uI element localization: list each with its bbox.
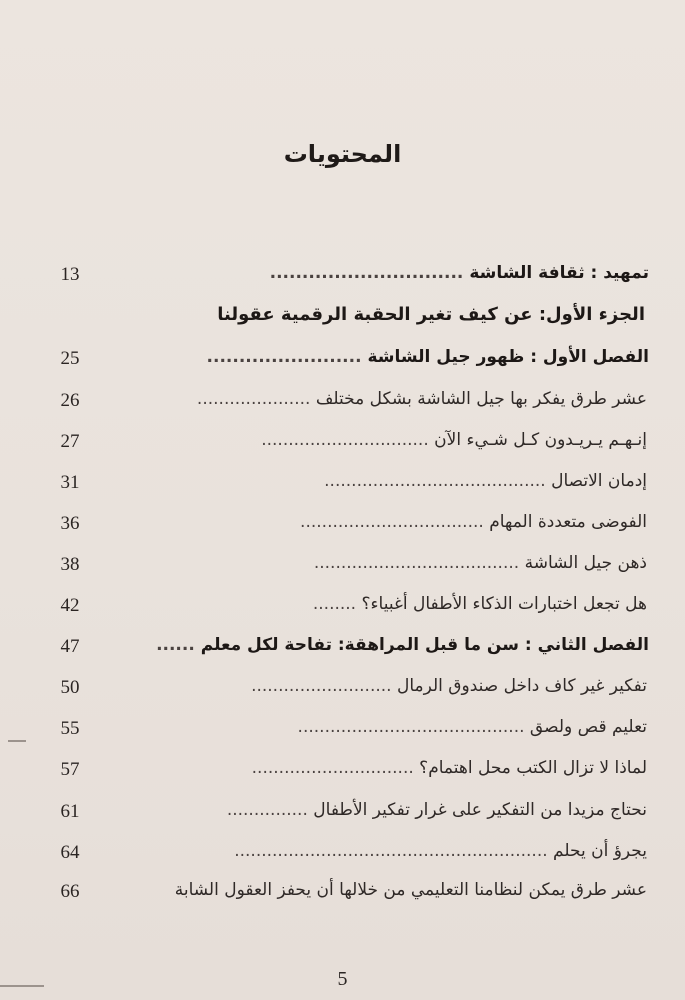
- toc-page-number: 64: [60, 842, 80, 863]
- toc-entry: [118, 751, 647, 785]
- toc-leader-dots: .....................: [196, 389, 311, 409]
- toc-page-number: 61: [60, 801, 80, 822]
- toc-page-number: 55: [60, 718, 80, 739]
- page-title: المحتويات: [283, 140, 402, 168]
- toc-entry: [118, 546, 647, 580]
- toc-entry: [118, 382, 647, 416]
- toc-chapter-heading: [118, 340, 649, 374]
- toc-leader-dots: ......: [156, 635, 195, 655]
- toc-leader-dots: ..........................................: [297, 717, 525, 737]
- toc-row-chapter-two: [0, 628, 685, 662]
- toc-row: [0, 834, 685, 868]
- page-number: 5: [337, 968, 348, 990]
- toc-leader-dots: ...............: [226, 800, 308, 820]
- toc-row: [0, 793, 685, 827]
- toc-row: [0, 587, 685, 621]
- toc-entry: [118, 669, 647, 703]
- toc-entry-label: عشر طرق يمكن لنظامنا التعليمي من خلالها أن يحفز العقول الشابة: [174, 880, 647, 900]
- toc-entry-label: الفصل الثاني : سن ما قبل المراهقة: تفاحة لكل معلم: [200, 635, 649, 655]
- toc-entry: [118, 505, 647, 539]
- toc-page-number: 31: [60, 472, 80, 493]
- toc-row: [0, 710, 685, 744]
- toc-entry: [118, 464, 647, 498]
- toc-entry-label: الفوضى متعددة المهام: [489, 512, 647, 532]
- toc-row: [0, 751, 685, 785]
- toc-entry: [118, 793, 647, 827]
- toc-entry: [118, 256, 649, 290]
- toc-page-number: 38: [60, 554, 80, 575]
- toc-page-number: 57: [60, 759, 80, 780]
- toc-entry: [118, 710, 647, 744]
- toc-page-number: 42: [60, 595, 80, 616]
- toc-entry: [118, 873, 647, 907]
- toc-page-number: 50: [60, 677, 80, 698]
- toc-leader-dots: ...............................: [261, 430, 429, 450]
- toc-leader-dots: ........: [312, 594, 357, 614]
- toc-entry-label: تمهيد : ثقافة الشاشة: [469, 263, 649, 283]
- toc-page-number: 13: [60, 264, 80, 285]
- toc-chapter-heading: [118, 628, 649, 662]
- toc-part-heading: [118, 298, 645, 332]
- toc-entry-label: الجزء الأول: عن كيف تغير الحقبة الرقمية عقولنا: [217, 304, 645, 325]
- toc-row-chapter-one: [0, 340, 685, 374]
- toc-row: [0, 669, 685, 703]
- toc-row: [0, 873, 685, 907]
- toc-row: [0, 382, 685, 416]
- toc-entry-label: لماذا لا تزال الكتب محل اهتمام؟: [419, 758, 647, 778]
- toc-entry: [118, 587, 647, 621]
- toc-row-part-one: [0, 298, 685, 332]
- toc-entry-label: إنـهـم يـريـدون كـل شـيء الآن: [434, 430, 647, 450]
- toc-page-number: 27: [60, 431, 80, 452]
- toc-entry-label: تفكير غير كاف داخل صندوق الرمال: [396, 676, 647, 696]
- toc-entry-label: هل تجعل اختبارات الذكاء الأطفال أغبياء؟: [361, 594, 647, 614]
- toc-leader-dots: ........................: [206, 347, 362, 367]
- toc-page-number: 47: [60, 636, 80, 657]
- toc-entry: [118, 834, 647, 868]
- toc-entry-label: عشر طرق يفكر بها جيل الشاشة بشكل مختلف: [315, 389, 647, 409]
- toc-row: [0, 423, 685, 457]
- toc-page-number: 26: [60, 390, 80, 411]
- toc-leader-dots: ..............................: [269, 263, 464, 283]
- margin-mark: [8, 740, 26, 742]
- toc-entry-label: الفصل الأول : ظهور جيل الشاشة: [367, 347, 649, 367]
- toc-entry-label: ذهن جيل الشاشة: [524, 553, 647, 573]
- toc-page-number: 25: [60, 348, 80, 369]
- toc-leader-dots: ..........................: [251, 676, 392, 696]
- toc-page-number: 66: [60, 881, 80, 902]
- toc-leader-dots: .........................................: [324, 471, 546, 491]
- toc-leader-dots: ..........................................................: [234, 841, 548, 861]
- toc-entry-label: يجرؤ أن يحلم: [553, 841, 647, 861]
- toc-row: [0, 505, 685, 539]
- toc-row: [0, 546, 685, 580]
- toc-entry-label: نحتاج مزيدا من التفكير على غرار تفكير الأطفال: [313, 800, 647, 820]
- toc-leader-dots: ..................................: [300, 512, 484, 532]
- toc-entry: [118, 423, 647, 457]
- toc-entry-label: إدمان الاتصال: [551, 471, 647, 491]
- toc-row-intro: [0, 256, 685, 290]
- toc-leader-dots: ......................................: [313, 553, 520, 573]
- toc-row: [0, 464, 685, 498]
- toc-page-number: 36: [60, 513, 80, 534]
- toc-leader-dots: ..............................: [251, 758, 414, 778]
- toc-entry-label: تعليم قص ولصق: [529, 717, 647, 737]
